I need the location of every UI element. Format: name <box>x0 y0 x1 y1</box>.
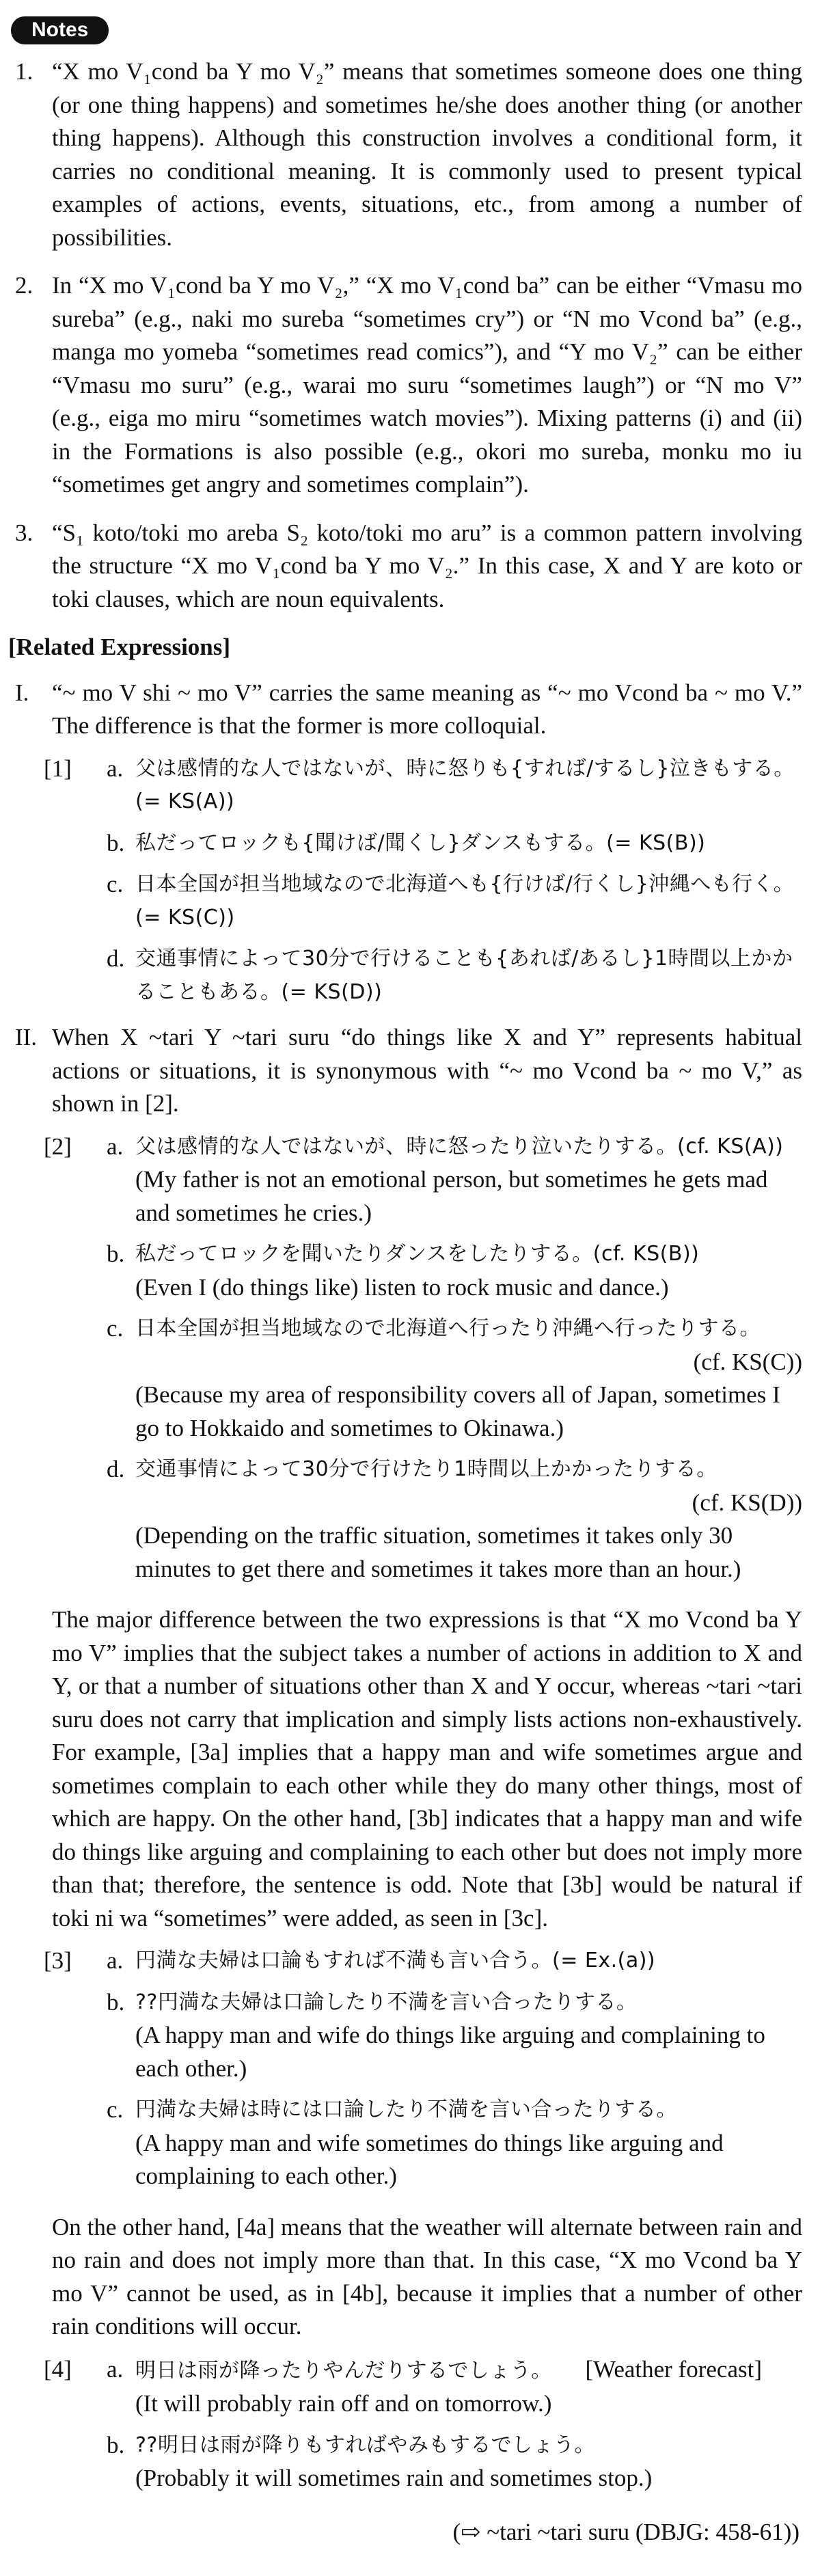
japanese-sentence: 交通事情によって30分で行けたり1時間以上かかったりする。 <box>135 1457 718 1481</box>
example-item <box>107 1312 802 1445</box>
cross-reference: (cf. KS(C)) <box>693 1348 802 1375</box>
example-letter: a. <box>107 1133 124 1160</box>
example-letter: b. <box>107 829 125 856</box>
example-letter: b. <box>107 1240 125 1267</box>
english-translation: (A happy man and wife do things like arguing and complaining to each other.) <box>135 2022 765 2082</box>
japanese-sentence: 明日は雨が降ったりやんだりするでしょう。 <box>135 2358 552 2383</box>
notes-badge: Notes <box>11 16 109 44</box>
note-item <box>8 55 802 254</box>
example-block <box>44 2353 802 2504</box>
explanation-paragraph: On the other hand, [4a] means that the weather will alternate between rain and no rain and does not imply more than that. In this case, “X mo Vcond ba Y mo V” cannot be used, as in [4b], because it implies that a number of other rain conditions will occur. <box>52 2213 802 2340</box>
example-block <box>44 1944 802 2201</box>
note-item <box>8 517 802 616</box>
example-item <box>107 2429 802 2495</box>
japanese-sentence: ??円満な夫婦は口論したり不満を言い合ったりする。 <box>135 1990 638 2014</box>
japanese-sentence: 父は感情的な人ではないが、時に怒ったり泣いたりする。(cf. KS(A)) <box>135 1134 784 1158</box>
example-block <box>44 753 802 1018</box>
english-translation: (Because my area of responsibility covers all of Japan, sometimes I go to Hokkaido and sometimes to Okinawa.) <box>135 1381 780 1441</box>
english-translation: (Even I (do things like) listen to rock music and dance.) <box>135 1273 669 1301</box>
related-text: “~ mo V shi ~ mo V” carries the same meaning as “~ mo Vcond ba ~ mo V.” The difference is that the former is more colloquial. <box>52 679 802 739</box>
note-item <box>8 269 802 502</box>
context-note: [Weather forecast] <box>585 2355 762 2383</box>
cross-reference-footer: (⇨ ~tari ~tari suru (DBJG: 458-61)) <box>452 2518 800 2545</box>
explanation-paragraph: The major difference between the two expressions is that “X mo Vcond ba Y mo V” implies that the subject takes a number of actions in addition to X and Y, or that a number of situations other than X and Y occur, whereas ~tari ~tari suru does not carry that implication and simply lists actions non-exhaustively. For example, [3a] implies that a happy man and wife sometimes argue and sometimes complain to each other while they do many other things, most of which are happy. On the other hand, [3b] indicates that a happy man and wife do things like arguing and complaining to each other but does not imply more than that; therefore, the sentence is odd. Note that [3b] would be natural if toki ni wa “sometimes” were added, as seen in [3c]. <box>52 1606 802 1931</box>
example-item <box>107 1130 802 1230</box>
related-number: I. <box>15 679 29 706</box>
example-letter: a. <box>107 755 124 782</box>
english-translation: (It will probably rain off and on tomorrow.) <box>135 2390 552 2417</box>
related-item <box>8 1021 802 1121</box>
related-text: When X ~tari Y ~tari suru “do things like X and Y” represents habitual actions or situations, it is synonymous with “~ mo Vcond ba ~ mo V,” as shown in [2]. <box>52 1024 802 1117</box>
example-block-number: [1] <box>44 755 72 782</box>
english-translation: (A happy man and wife sometimes do things like arguing and complaining to each other.) <box>135 2129 724 2189</box>
example-letter: a. <box>107 1947 124 1974</box>
example-item <box>107 753 802 819</box>
note-number: 3. <box>15 519 33 546</box>
example-letter: a. <box>107 2355 124 2383</box>
japanese-sentence: 円満な夫婦は口論もすれば不満も言い合う。(= Ex.(a)) <box>135 1949 656 1972</box>
example-item <box>107 2093 802 2193</box>
japanese-sentence: 父は感情的な人ではないが、時に怒りも{すれば/するし}泣きもする。(= KS(A)) <box>135 756 795 813</box>
note-number: 1. <box>15 58 33 85</box>
example-letter: d. <box>107 1456 125 1482</box>
example-item <box>107 1238 802 1304</box>
example-block <box>44 1130 802 1595</box>
cross-reference: (cf. KS(D)) <box>692 1489 802 1516</box>
english-translation: (Probably it will sometimes rain and sometimes stop.) <box>135 2465 653 2491</box>
example-letter: d. <box>107 945 125 972</box>
example-item <box>107 1453 802 1586</box>
japanese-sentence: 円満な夫婦は時には口論したり不満を言い合ったりする。 <box>135 2098 677 2121</box>
english-translation: (My father is not an emotional person, but sometimes he gets mad and sometimes he cries.) <box>135 1166 768 1226</box>
example-item <box>107 827 802 860</box>
example-block-number: [3] <box>44 1947 72 1974</box>
example-item <box>107 868 802 934</box>
example-letter: b. <box>107 1988 125 2016</box>
note-text: “S₁ koto/toki mo areba S₂ koto/toki mo aru” is a common pattern involving the structure “X mo V₁cond ba Y mo V₂.” In this case, X and Y are koto or toki clauses, which are noun equivalents. <box>52 519 802 612</box>
note-text: “X mo V₁cond ba Y mo V₂” means that sometimes someone does one thing (or one thing happens) and sometimes he/she does another thing (or another thing happens). Although this construction involves a conditional form, it carries no conditional meaning. It is commonly used to present typical examples of actions, events, situations, etc., from among a number of possibilities. <box>52 58 802 251</box>
example-letter: c. <box>107 1315 124 1342</box>
japanese-sentence: ??明日は雨が降りもすればやみもするでしょう。 <box>135 2432 596 2457</box>
japanese-sentence: 私だってロックも{聞けば/聞くし}ダンスもする。(= KS(B)) <box>135 830 706 855</box>
note-text: In “X mo V₁cond ba Y mo V₂,” “X mo V₁cond ba” can be either “Vmasu mo sureba” (e.g., naki mo sureba “sometimes cry”) or “N mo Vcond ba” (e.g., manga mo yomeba “sometimes read comics”), and “Y mo V₂” can be either “Vmasu mo suru” (e.g., warai mo suru “sometimes laugh”) or “N mo V” (e.g., eiga mo miru “sometimes watch movies”). Mixing patterns (i) and (ii) in the Formations is also possible (e.g., okori mo sureba, monku mo iu “sometimes get angry and sometimes complain”). <box>52 272 802 498</box>
example-block-number: [2] <box>44 1133 72 1160</box>
japanese-sentence: 日本全国が担当地域なので北海道へ行ったり沖縄へ行ったりする。 <box>135 1316 761 1340</box>
example-item <box>107 1944 802 1978</box>
related-number: II. <box>15 1024 38 1050</box>
example-block-number: [4] <box>44 2355 72 2383</box>
example-item <box>107 2353 802 2421</box>
example-letter: c. <box>107 871 124 897</box>
note-number: 2. <box>15 272 33 299</box>
example-letter: b. <box>107 2431 125 2458</box>
example-item <box>107 943 802 1009</box>
english-translation: (Depending on the traffic situation, sometimes it takes only 30 minutes to get there and sometimes it takes more than an hour.) <box>135 1522 741 1582</box>
japanese-sentence: 交通事情によって30分で行けることも{あれば/あるし}1時間以上かかることもある。(= KS(D)) <box>135 947 793 1004</box>
example-item <box>107 1986 802 2086</box>
related-expressions-heading: [Related Expressions] <box>8 634 231 660</box>
example-letter: c. <box>107 2096 124 2123</box>
related-item <box>8 677 802 743</box>
japanese-sentence: 私だってロックを聞いたりダンスをしたりする。(cf. KS(B)) <box>135 1242 700 1266</box>
japanese-sentence: 日本全国が担当地域なので北海道へも{行けば/行くし}沖縄へも行く。(= KS(C)) <box>135 872 795 930</box>
